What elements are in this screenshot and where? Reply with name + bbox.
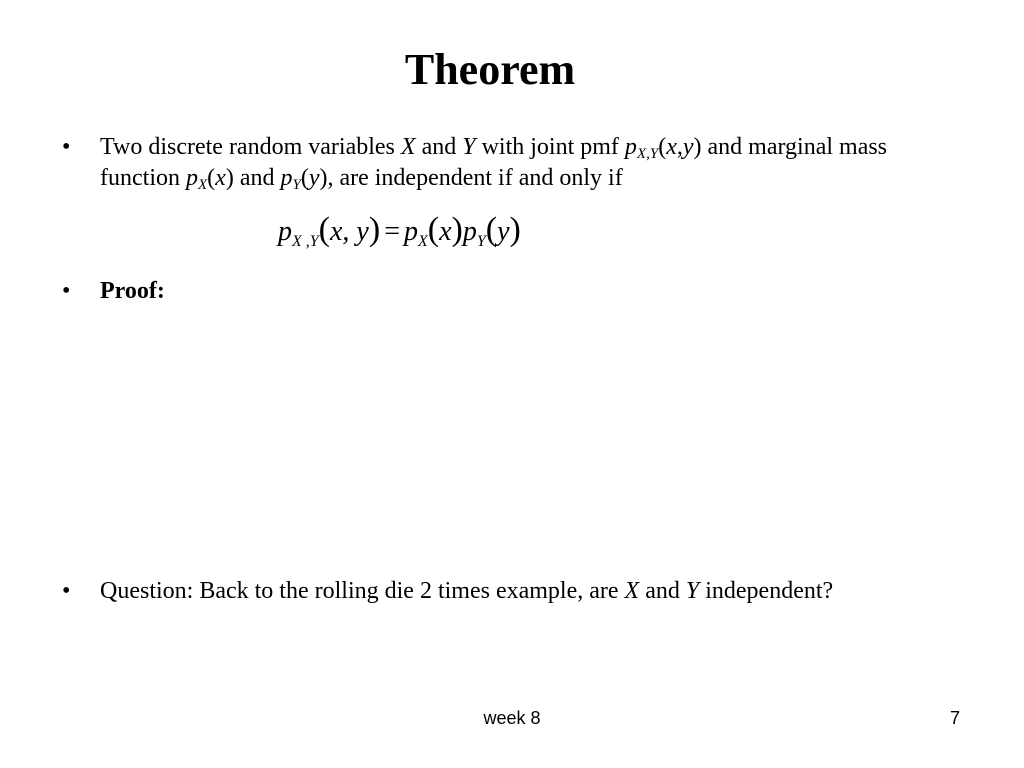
bullet-marker: •: [62, 134, 71, 160]
question-text: Question: Back to the rolling die 2 times example, are X and Y independent?: [100, 578, 834, 604]
question-bullet: [62, 576, 962, 607]
slide-number: 7: [949, 708, 960, 728]
bullet-marker: •: [62, 578, 71, 604]
proof-bullet: [62, 276, 962, 307]
bullet-marker: •: [62, 278, 71, 304]
theorem-statement: Two discrete random variables X and Y with joint pmf $p_{X,Y}(x,y)$ and marginal mass function $p_X(x)$ and $p_Y(y)$, are independent if and only if: [100, 134, 888, 193]
theorem-bullet: [62, 132, 962, 194]
independence-formula: $p_{X ,Y}(x$, $y) = p_X(x)p_Y(y)$: [278, 211, 521, 250]
proof-label: Proof:: [100, 278, 165, 304]
slide-title: Theorem: [404, 45, 576, 94]
footer-week-label: week 8: [483, 708, 541, 728]
